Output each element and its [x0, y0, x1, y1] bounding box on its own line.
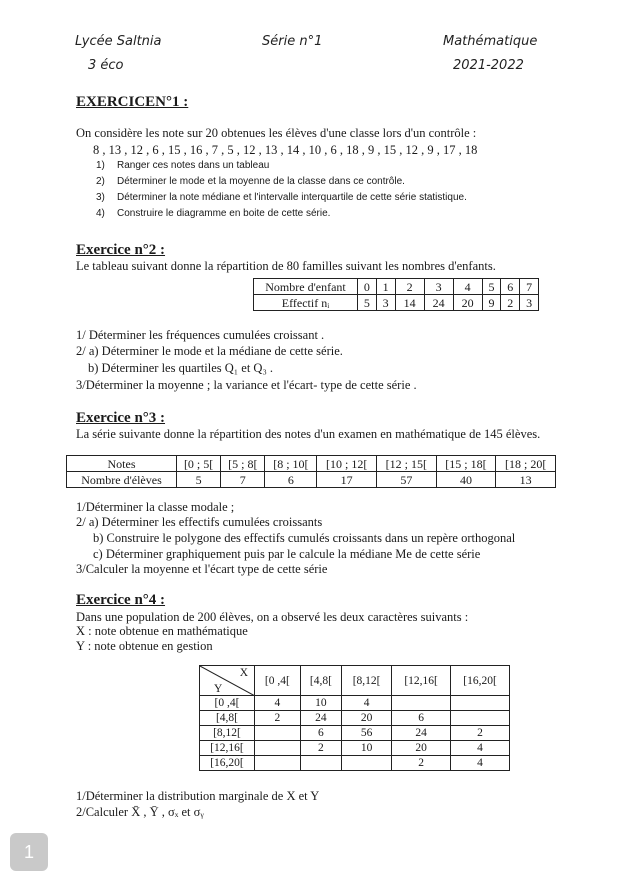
- y-class-label: [16,20[: [200, 756, 255, 771]
- table-row: [200, 726, 510, 741]
- ex2-question: 1/ Déterminer les fréquences cumulées croissant .: [76, 328, 325, 342]
- ex1-item-number: 2): [96, 176, 105, 187]
- y-class-label: [12,16[: [200, 741, 255, 756]
- frequency-cell: 4: [342, 696, 392, 711]
- class-interval: [15 ; 18[: [436, 456, 496, 472]
- frequency-cell: [392, 696, 451, 711]
- frequency-cell: 6: [392, 711, 451, 726]
- ex1-intro: On considère les note sur 20 obtenues les élèves d'une classe lors d'un contrôle :: [76, 126, 477, 140]
- series-number: Série n°1: [262, 34, 323, 49]
- frequency-cell: 2: [451, 726, 510, 741]
- x-value: 7: [520, 279, 539, 295]
- ex4-question: 1/Déterminer la distribution marginale de X et Y: [76, 789, 320, 803]
- table-row: [200, 696, 510, 711]
- frequency-cell: 2: [392, 756, 451, 771]
- frequency-cell: 24: [300, 711, 341, 726]
- row-label: Notes: [67, 456, 177, 472]
- ex1-values: 8 , 13 , 12 , 6 , 15 , 16 , 7 , 5 , 12 , 13 , 14 , 10 , 6 , 18 , 9 , 15 , 12 , 9 , 17 , 18: [93, 143, 478, 157]
- ex3-question: 2/ a) Déterminer les effectifs cumulées croissants: [76, 515, 323, 529]
- class-level: 3 éco: [88, 58, 124, 73]
- corner-cell: [200, 666, 255, 696]
- count-value: 6: [265, 472, 317, 488]
- ex2-intro: Le tableau suivant donne la répartition de 80 familles suivant les nombres d'enfants.: [76, 259, 496, 273]
- frequency-cell: 2: [255, 711, 301, 726]
- class-interval: [18 ; 20[: [496, 456, 556, 472]
- ex2-question: 2/ a) Déterminer le mode et la médiane de cette série.: [76, 344, 343, 358]
- y-definition: Y : note obtenue en gestion: [76, 639, 213, 653]
- count-value: 24: [424, 295, 453, 311]
- count-value: 5: [177, 472, 221, 488]
- frequency-cell: 4: [451, 756, 510, 771]
- x-class-header: [4,8[: [300, 666, 341, 696]
- ex3-title: Exercice n°3 :: [76, 410, 166, 426]
- count-value: 3: [520, 295, 539, 311]
- class-interval: [10 ; 12[: [317, 456, 377, 472]
- ex1-item-text: Construire le diagramme en boite de cette série.: [117, 208, 331, 219]
- x-value: 2: [395, 279, 424, 295]
- frequency-cell: 56: [342, 726, 392, 741]
- ex1-item-text: Déterminer la note médiane et l'intervalle interquartile de cette série statistique.: [117, 192, 467, 203]
- ex4-contingency-table: [199, 665, 510, 771]
- frequency-cell: [255, 726, 301, 741]
- table-row: [200, 756, 510, 771]
- class-interval: [8 ; 10[: [265, 456, 317, 472]
- frequency-cell: 4: [451, 741, 510, 756]
- frequency-cell: 20: [342, 711, 392, 726]
- count-value: 17: [317, 472, 377, 488]
- y-class-label: [8,12[: [200, 726, 255, 741]
- count-value: 57: [376, 472, 436, 488]
- count-value: 13: [496, 472, 556, 488]
- ex4-question: 2/Calculer X̄ , Ȳ , σₓ et σᵧ: [76, 805, 204, 819]
- class-interval: [0 ; 5[: [177, 456, 221, 472]
- count-value: 7: [221, 472, 265, 488]
- row-label: Nombre d'élèves: [67, 472, 177, 488]
- ex2-title: Exercice n°2 :: [76, 242, 166, 258]
- frequency-cell: 10: [300, 696, 341, 711]
- y-class-label: [4,8[: [200, 711, 255, 726]
- ex3-question: 1/Déterminer la classe modale ;: [76, 500, 235, 514]
- ex1-item-text: Ranger ces notes dans un tableau: [117, 160, 270, 171]
- ex3-question: 3/Calculer la moyenne et l'écart type de cette série: [76, 562, 328, 576]
- frequency-cell: 4: [255, 696, 301, 711]
- ex4-title: Exercice n°4 :: [76, 592, 166, 608]
- ex2-table: [253, 278, 539, 311]
- count-value: 40: [436, 472, 496, 488]
- ex2-question: 3/Déterminer la moyenne ; la variance et l'écart- type de cette série .: [76, 378, 417, 392]
- table-row: [200, 741, 510, 756]
- frequency-cell: [451, 711, 510, 726]
- x-value: 6: [501, 279, 520, 295]
- count-value: 5: [358, 295, 377, 311]
- count-value: 2: [501, 295, 520, 311]
- subject: Mathématique: [443, 34, 538, 49]
- x-value: 4: [453, 279, 482, 295]
- x-value: 0: [358, 279, 377, 295]
- ex1-item-text: Déterminer le mode et la moyenne de la classe dans ce contrôle.: [117, 176, 405, 187]
- ex3-table: [66, 455, 556, 488]
- frequency-cell: 20: [392, 741, 451, 756]
- frequency-cell: 6: [300, 726, 341, 741]
- school-year: 2021-2022: [453, 58, 524, 73]
- row-label: Effectif nᵢ: [254, 295, 358, 311]
- count-value: 3: [376, 295, 395, 311]
- ex1-title: EXERCICEN°1 :: [76, 94, 189, 110]
- count-value: 14: [395, 295, 424, 311]
- ex1-item-number: 3): [96, 192, 105, 203]
- table-row: [200, 711, 510, 726]
- ex1-item-number: 4): [96, 208, 105, 219]
- ex3-question: c) Déterminer graphiquement puis par le calcule la médiane Me de cette série: [93, 547, 481, 561]
- x-value: 1: [376, 279, 395, 295]
- school-name: Lycée Saltnia: [75, 34, 162, 49]
- count-value: 9: [482, 295, 501, 311]
- class-interval: [5 ; 8[: [221, 456, 265, 472]
- frequency-cell: [255, 756, 301, 771]
- frequency-cell: [451, 696, 510, 711]
- frequency-cell: [342, 756, 392, 771]
- frequency-cell: [255, 741, 301, 756]
- x-axis-label: X: [239, 667, 248, 679]
- y-axis-label: Y: [214, 683, 223, 695]
- x-value: 3: [424, 279, 453, 295]
- ex3-intro: La série suivante donne la répartition des notes d'un examen en mathématique de 145 élèves.: [76, 427, 541, 441]
- x-class-header: [12,16[: [392, 666, 451, 696]
- ex1-item-number: 1): [96, 160, 105, 171]
- y-class-label: [0 ,4[: [200, 696, 255, 711]
- frequency-cell: 10: [342, 741, 392, 756]
- x-value: 5: [482, 279, 501, 295]
- ex3-question: b) Construire le polygone des effectifs cumulés croissants dans un repère orthogonal: [93, 531, 516, 545]
- count-value: 20: [453, 295, 482, 311]
- x-definition: X : note obtenue en mathématique: [76, 624, 248, 638]
- row-label: Nombre d'enfant: [254, 279, 358, 295]
- ex4-intro: Dans une population de 200 élèves, on a observé les deux caractères suivants :: [76, 610, 469, 624]
- class-interval: [12 ; 15[: [376, 456, 436, 472]
- frequency-cell: [300, 756, 341, 771]
- frequency-cell: 2: [300, 741, 341, 756]
- page-number-badge[interactable]: 1: [10, 833, 48, 871]
- x-class-header: [8,12[: [342, 666, 392, 696]
- x-class-header: [0 ,4[: [255, 666, 301, 696]
- x-class-header: [16,20[: [451, 666, 510, 696]
- frequency-cell: 24: [392, 726, 451, 741]
- ex2-question: b) Déterminer les quartiles Q₁ et Q₃ .: [88, 361, 274, 375]
